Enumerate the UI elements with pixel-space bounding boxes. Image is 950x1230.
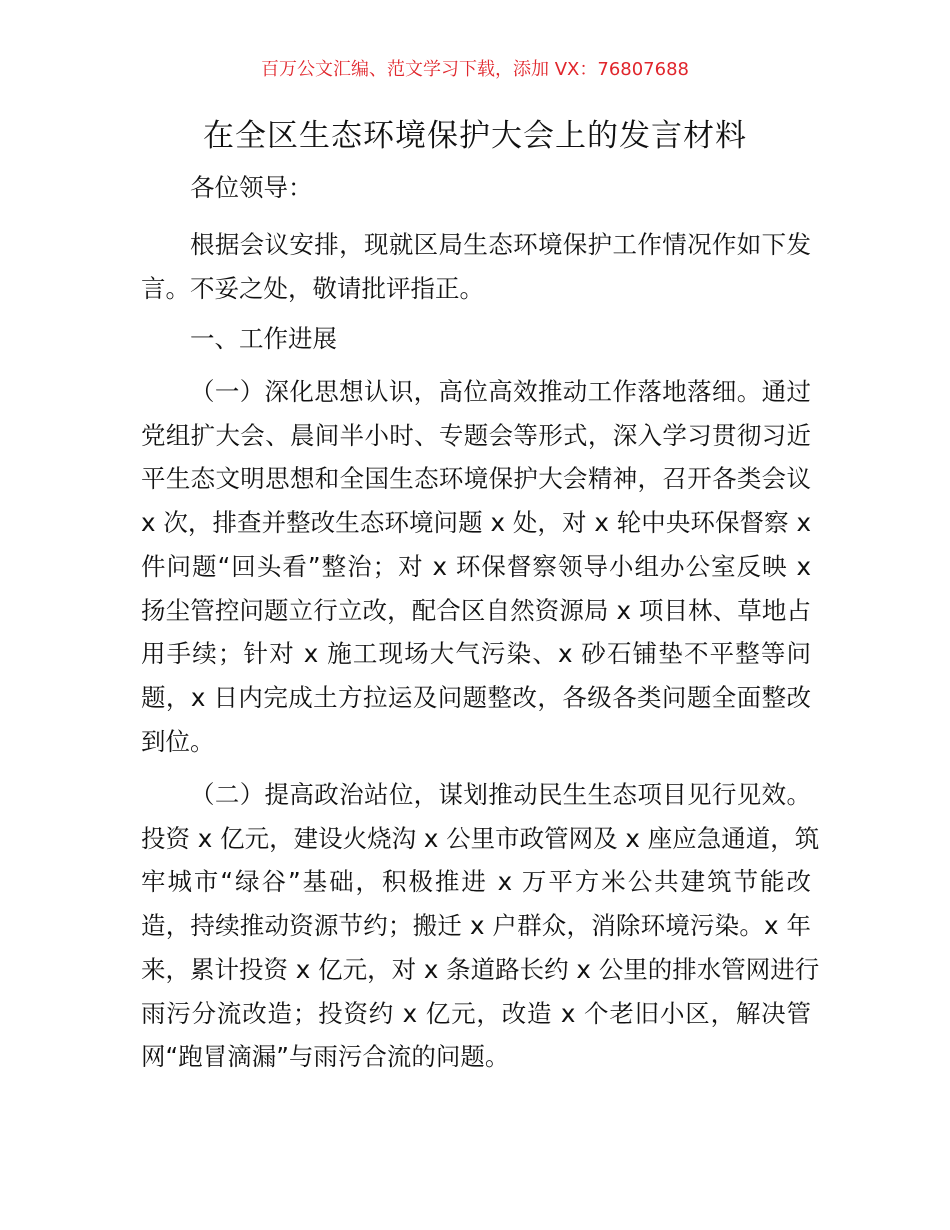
paragraph-line: 到位。 bbox=[141, 726, 215, 756]
section-heading bbox=[141, 317, 811, 361]
paragraph-line: 牢城市“绿谷”基础，积极推进 x 万平方米公共建筑节能改 bbox=[141, 867, 811, 897]
section-heading-text: 一、工作进展 bbox=[190, 324, 337, 353]
paragraph-line: 投资 x 亿元，建设火烧沟 x 公里市政管网及 x 座应急通道，筑 bbox=[141, 823, 820, 853]
paragraph-1 bbox=[141, 370, 811, 763]
paragraph-line: 用手续；针对 x 施工现场大气污染、x 砂石铺垫不平整等问 bbox=[141, 639, 811, 669]
paragraph-line: 根据会议安排，现就区局生态环境保护工作情况作如下发 bbox=[190, 230, 811, 259]
greeting-text: 各位领导： bbox=[190, 173, 313, 202]
paragraph-line: 言。不妥之处，敬请批评指正。 bbox=[141, 273, 484, 303]
paragraph-line: x 次，排查并整改生态环境问题 x 处，对 x 轮中央环保督察 x bbox=[141, 508, 811, 538]
intro-paragraph bbox=[141, 223, 811, 310]
paragraph-line: 扬尘管控问题立行立改，配合区自然资源局 x 项目林、草地占 bbox=[141, 595, 811, 625]
paragraph-line: 件问题“回头看”整治；对 x 环保督察领导小组办公室反映 x bbox=[141, 551, 811, 581]
paragraph-line: 造，持续推动资源节约；搬迁 x 户群众，消除环境污染。x 年 bbox=[141, 911, 811, 941]
paragraph-line: （二）提高政治站位，谋划推动民生生态项目见行见效。 bbox=[190, 780, 811, 809]
paragraph-line: 雨污分流改造；投资约 x 亿元，改造 x 个老旧小区，解决管 bbox=[141, 998, 811, 1028]
paragraph-line: （一）深化思想认识，高位高效推动工作落地落细。通过 bbox=[190, 377, 811, 406]
greeting bbox=[141, 166, 811, 210]
watermark-banner: 百万公文汇编、范文学习下载，添加 VX：76807688 bbox=[261, 59, 689, 80]
paragraph-line: 来，累计投资 x 亿元，对 x 条道路长约 x 公里的排水管网进行 bbox=[141, 954, 820, 984]
paragraph-line: 题，x 日内完成土方拉运及问题整改，各级各类问题全面整改 bbox=[141, 682, 811, 712]
paragraph-line: 平生态文明思想和全国生态环境保护大会精神，召开各类会议 bbox=[141, 464, 811, 494]
document-title: 在全区生态环境保护大会上的发言材料 bbox=[203, 118, 747, 154]
paragraph-2 bbox=[141, 773, 820, 1079]
paragraph-line: 党组扩大会、晨间半小时、专题会等形式，深入学习贯彻习近 bbox=[141, 420, 811, 450]
paragraph-line: 网“跑冒滴漏”与雨污合流的问题。 bbox=[141, 1042, 510, 1072]
